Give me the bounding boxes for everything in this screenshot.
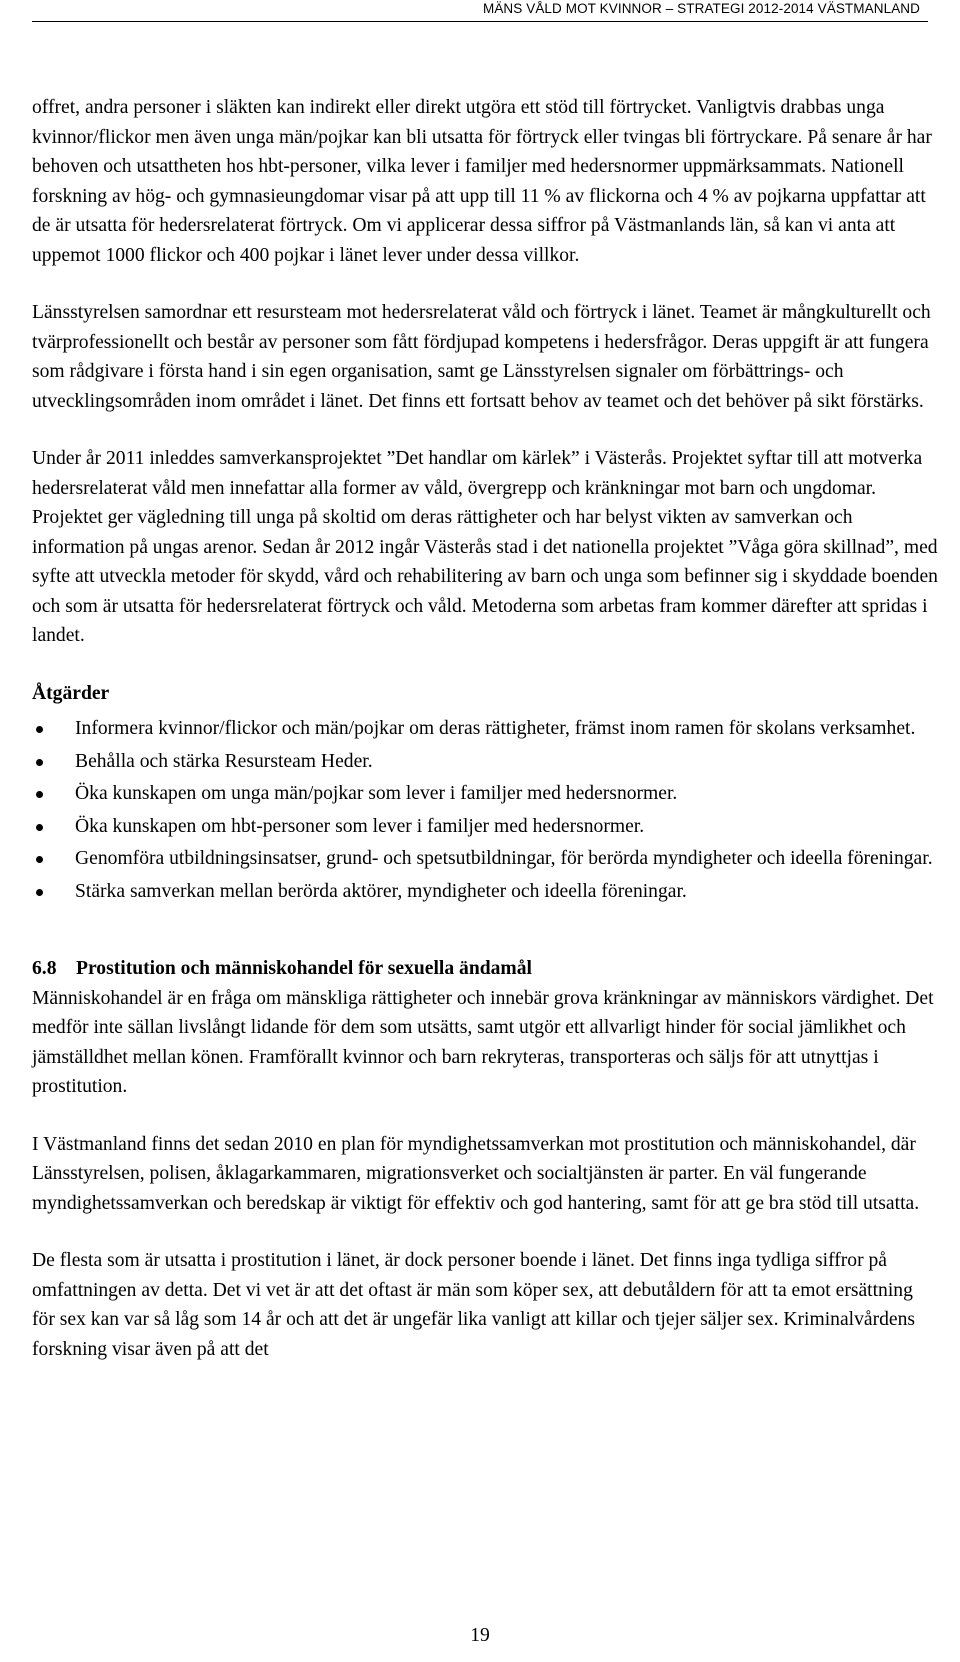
list-item (32, 812, 938, 842)
bullet-icon (36, 889, 43, 896)
bullet-icon (36, 759, 43, 766)
list-item-text: Genomföra utbildningsinsatser, grund- och spetsutbildningar, för berörda myndigheter och ideella föreningar. (75, 848, 933, 869)
list-item (32, 714, 938, 744)
section-heading (32, 954, 938, 984)
running-header: MÄNS VÅLD MOT KVINNOR – STRATEGI 2012-2014 VÄSTMANLAND (482, 1, 920, 16)
list-item (32, 779, 938, 809)
list-item (32, 844, 938, 874)
paragraph-honor-oppression: offret, andra personer i släkten kan indirekt eller direkt utgöra ett stöd till förtrycket. Vanligtvis drabbas unga kvinnor/flickor men även unga män/pojkar kan bli utsatta för förtryck eller tvingas bli förtryckare. På senare år har behoven och utsattheten hos hbt-personer, vilka lever i familjer med hedersnormer uppmärksammats. Nationell forskning av hög- och gymnasieungdomar visar på att upp till 11 % av flickorna och 4 % av pojkarna uppfattar att de är utsatta för hedersrelaterat förtryck. Om vi applicerar dessa siffror på Västmanlands län, så kan vi anta att uppemot 1000 flickor och 400 pojkar i länet lever under dessa villkor. (32, 97, 932, 266)
actions-list (32, 714, 938, 906)
header-divider (32, 21, 928, 22)
bullet-icon (36, 824, 43, 831)
list-item-text: Öka kunskapen om unga män/pojkar som lever i familjer med hedersnormer. (75, 783, 678, 804)
paragraph-cooperation-plan: I Västmanland finns det sedan 2010 en plan för myndighetssamverkan mot prostitution och människohandel, där Länsstyrelsen, polisen, åklagarkammaren, migrationsverket och socialtjänsten är parter. En väl fungerande myndighetssamverkan och beredskap är viktigt för effektiv och god hantering, samt för att ge bra stöd till utsatta. (32, 1133, 920, 1214)
actions-heading: Åtgärder (32, 682, 110, 704)
bullet-icon (36, 791, 43, 798)
bullet-icon (36, 726, 43, 733)
paragraph-project-vasteras: Under år 2011 inleddes samverkansprojektet ”Det handlar om kärlek” i Västerås. Projektet syftar till att motverka hedersrelaterat våld men innefattar alla former av våld, övergrepp och kränkningar mot barn och ungdomar. Projektet ger vägledning till unga på skoltid om deras rättigheter och har belyst vikten av samverkan och information på ungas arenor. Sedan år 2012 ingår Västerås stad i det nationella projektet ”Våga göra skillnad”, med syfte att utveckla metoder för skydd, vård och rehabilitering av barn och unga som befinner sig i skyddade boenden och som är utsatta för hedersrelaterat förtryck och våld. Metoderna som arbetas fram kommer därefter att spridas i landet. (32, 448, 938, 646)
list-item (32, 877, 938, 907)
bullet-icon (36, 856, 43, 863)
list-item-text: Öka kunskapen om hbt-personer som lever i familjer med hedersnormer. (75, 815, 645, 837)
list-item-text: Behålla och stärka Resursteam Heder. (75, 750, 373, 772)
page-number: 19 (470, 1625, 490, 1646)
section-title: Prostitution och människohandel för sexuella ändamål (76, 958, 532, 979)
paragraph-prostitution-local: De flesta som är utsatta i prostitution i länet, är dock personer boende i länet. Det finns inga tydliga siffror på omfattningen av detta. Det vi vet är att det oftast är män som köper sex, att debutåldern för att ta emot ersättning för sex kan var så låg som 14 år och att det är ungefär lika vanligt att killar och tjejer säljer sex. Kriminalvårdens forskning visar även på att det (32, 1250, 916, 1360)
paragraph-human-trafficking: Människohandel är en fråga om mänskliga rättigheter och innebär grova kränkningar av människors värdighet. Det medför inte sällan livslångt lidande för dem som utsätts, samt utgör ett allvarligt hinder för social jämlikhet och jämställdhet mellan könen. Framförallt kvinnor och barn rekryteras, transporteras och säljs för att utnyttjas i prostitution. (32, 987, 934, 1097)
paragraph-resource-team: Länsstyrelsen samordnar ett resursteam mot hedersrelaterat våld och förtryck i länet. Teamet är mångkulturellt och tvärprofessionellt och består av personer som fått fördjupad kompetens i hedersfrågor. Deras uppgift är att fungera som rådgivare i första hand i sin egen organisation, samt ge Länsstyrelsen signaler om förbättrings- och utvecklingsområden inom området i länet. Det finns ett fortsatt behov av teamet och det behöver på sikt förstärks. (32, 302, 931, 412)
section-number: 6.8 (32, 958, 57, 979)
list-item-text: Stärka samverkan mellan berörda aktörer, myndigheter och ideella föreningar. (75, 880, 687, 902)
list-item (32, 747, 938, 777)
list-item-text: Informera kvinnor/flickor och män/pojkar om deras rättigheter, främst inom ramen för skolans verksamhet. (75, 718, 916, 739)
page-body (32, 93, 938, 1364)
